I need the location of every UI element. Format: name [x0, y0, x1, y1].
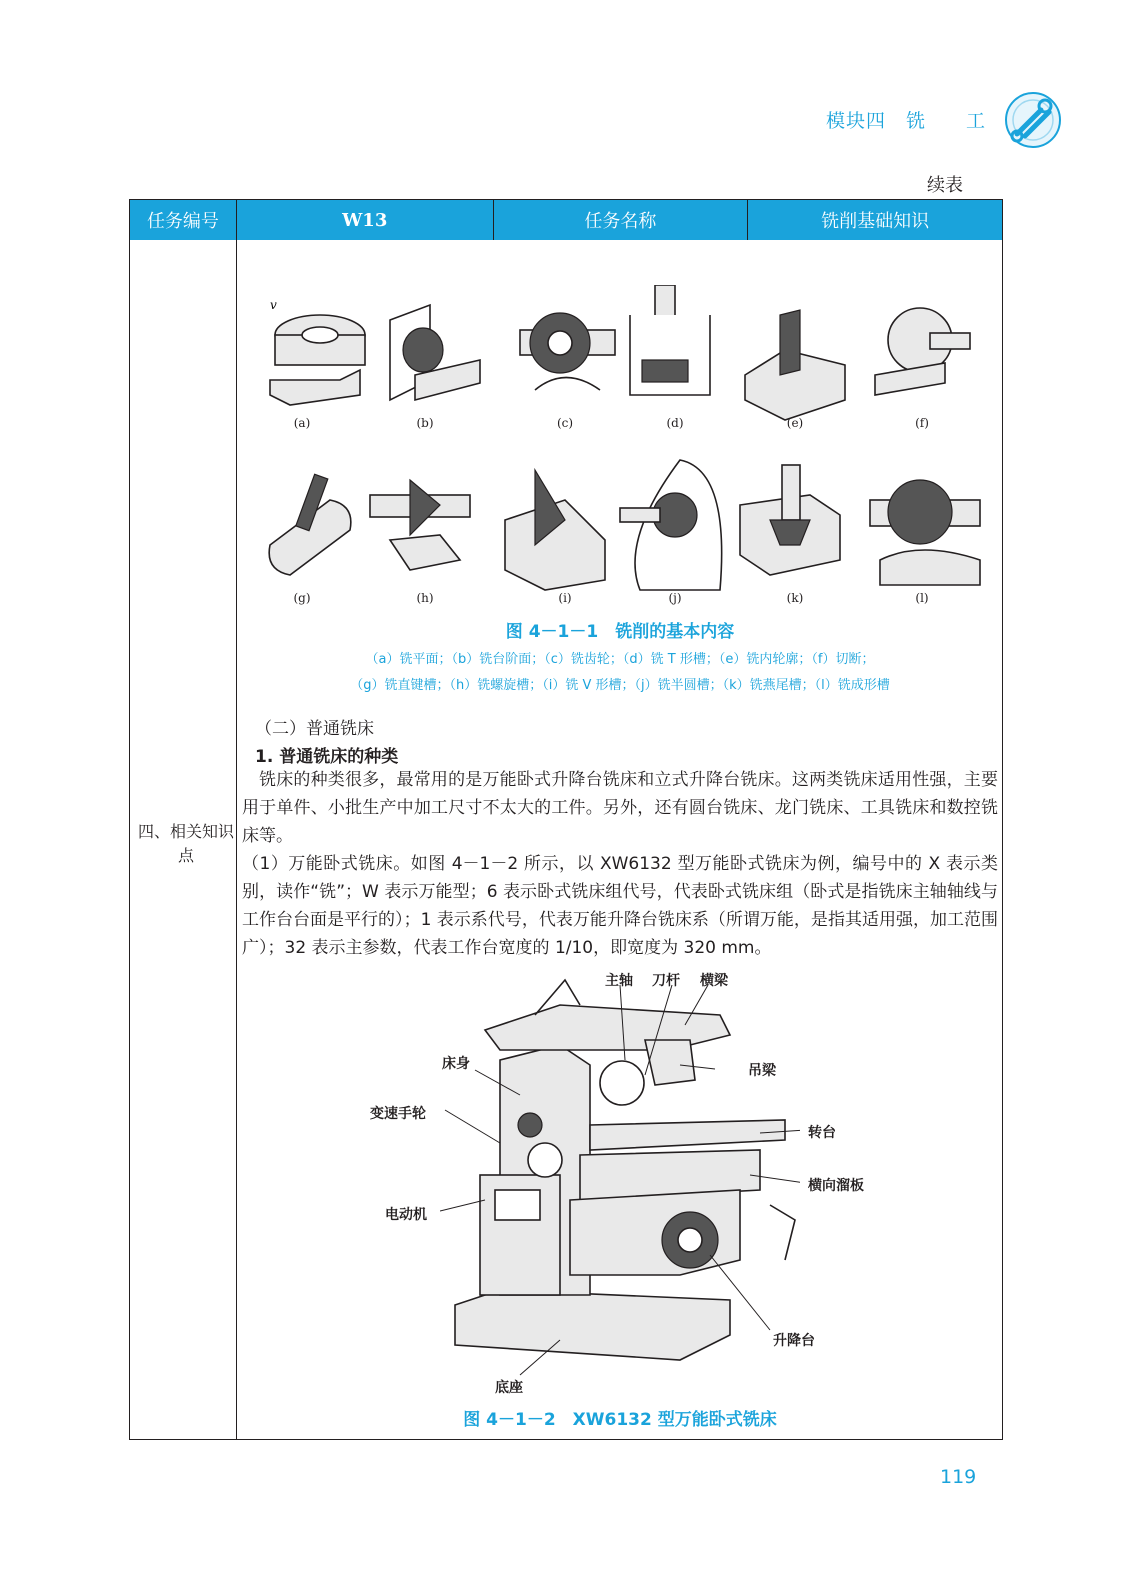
label-base: 底座 — [495, 1380, 523, 1396]
header-task-number-label: 任务编号 — [130, 200, 237, 240]
row-label: 四、相关知识点 — [138, 822, 235, 865]
sketch-cut-off — [875, 308, 970, 395]
page-number: 119 — [940, 1466, 977, 1488]
sketch-form-groove — [870, 480, 980, 585]
table-header-row — [130, 200, 1002, 240]
header-task-name-label: 任务名称 — [494, 200, 749, 240]
label-swivel-table: 转台 — [808, 1125, 836, 1141]
paragraph-2: （1）万能卧式铣床。如图 4－1－2 所示，以 XW6132 型万能卧式铣床为例，编号中的 X 表示类别，读作“铣”；W 表示万能型；6 表示卧式铣床组代号，代表卧式铣床组（卧式是指铣床主轴轴线与工作台台面是平行的）；1 表示系代号，代表万能升降台铣床系（所谓万能，是指其适用强，加工范围广）；32 表示主参数，代表工作台宽度的 1/10，即宽度为 320 mm。 — [242, 854, 998, 958]
sketch-tslot-milling — [630, 285, 710, 395]
sketch-face-milling — [270, 298, 365, 405]
milling-operations-figure — [250, 285, 990, 615]
panel-label-k: (k) — [786, 591, 804, 605]
label-arbor: 刀杆 — [652, 973, 680, 989]
panel-label-i: (i) — [558, 591, 572, 605]
sketch-internal-contour — [745, 310, 845, 420]
sketch-gear-milling — [520, 313, 615, 390]
label-crossbeam: 横梁 — [700, 973, 728, 989]
label-cross-slide: 横向溜板 — [808, 1178, 864, 1194]
figure1-title: 图 4－1－1 铣削的基本内容 — [505, 622, 735, 642]
label-speed-handwheel: 变速手轮 — [370, 1106, 426, 1122]
panel-label-j: (j) — [668, 591, 682, 605]
header-task-number-value: W13 — [237, 200, 494, 240]
label-knee: 升降台 — [773, 1333, 815, 1349]
column-divider — [236, 240, 237, 1439]
figure2-title: 图 4－1－2 XW6132 型万能卧式铣床 — [463, 1410, 777, 1430]
sketch-keyway — [269, 474, 351, 575]
label-hanger: 吊梁 — [748, 1063, 776, 1079]
figure1-subcaption-2: （g）铣直键槽；（h）铣螺旋槽；（i）铣 V 形槽；（j）铣半圆槽；（k）铣燕尾槽；（l）铣成形槽 — [350, 678, 890, 693]
figure1-subcaption-1: （a）铣平面；（b）铣台阶面；（c）铣齿轮；（d）铣 T 形槽；（e）铣内轮廓；（f）切断； — [365, 652, 875, 667]
sketch-semicircle-groove — [620, 460, 722, 590]
label-bed: 床身 — [442, 1056, 470, 1072]
sketch-helical-groove — [370, 480, 470, 570]
module-title: 模块四 铣 工 — [826, 110, 987, 132]
wrench-logo-icon — [1003, 90, 1063, 150]
panel-label-d: (d) — [666, 416, 684, 430]
panel-label-l: (l) — [915, 591, 929, 605]
sketch-dovetail — [740, 465, 840, 575]
subsection-heading: 1. 普通铣床的种类 — [255, 747, 399, 767]
paragraph-1: 铣床的种类很多，最常用的是万能卧式升降台铣床和立式升降台铣床。这两类铣床适用性强，主要用于单件、小批生产中加工尺寸不太大的工件。另外，还有圆台铣床、龙门铣床、工具铣床和数控铣床等。 — [242, 770, 998, 846]
svg-text:v: v — [270, 298, 277, 312]
panel-label-c: (c) — [556, 416, 574, 430]
panel-label-g: (g) — [293, 591, 311, 605]
panel-label-e: (e) — [786, 416, 804, 430]
label-motor: 电动机 — [385, 1207, 427, 1223]
panel-label-b: (b) — [416, 416, 434, 430]
header-task-name-value: 铣削基础知识 — [821, 211, 930, 232]
panel-label-h: (h) — [416, 591, 434, 605]
milling-machine-illustration — [440, 975, 800, 1395]
panel-label-a: (a) — [293, 416, 311, 430]
sketch-step-milling — [390, 305, 480, 400]
panel-label-f: (f) — [915, 416, 929, 430]
sketch-v-groove — [505, 470, 605, 590]
label-spindle: 主轴 — [605, 973, 633, 989]
section-heading: （二）普通铣床 — [255, 719, 374, 739]
continued-label: 续表 — [927, 175, 963, 196]
